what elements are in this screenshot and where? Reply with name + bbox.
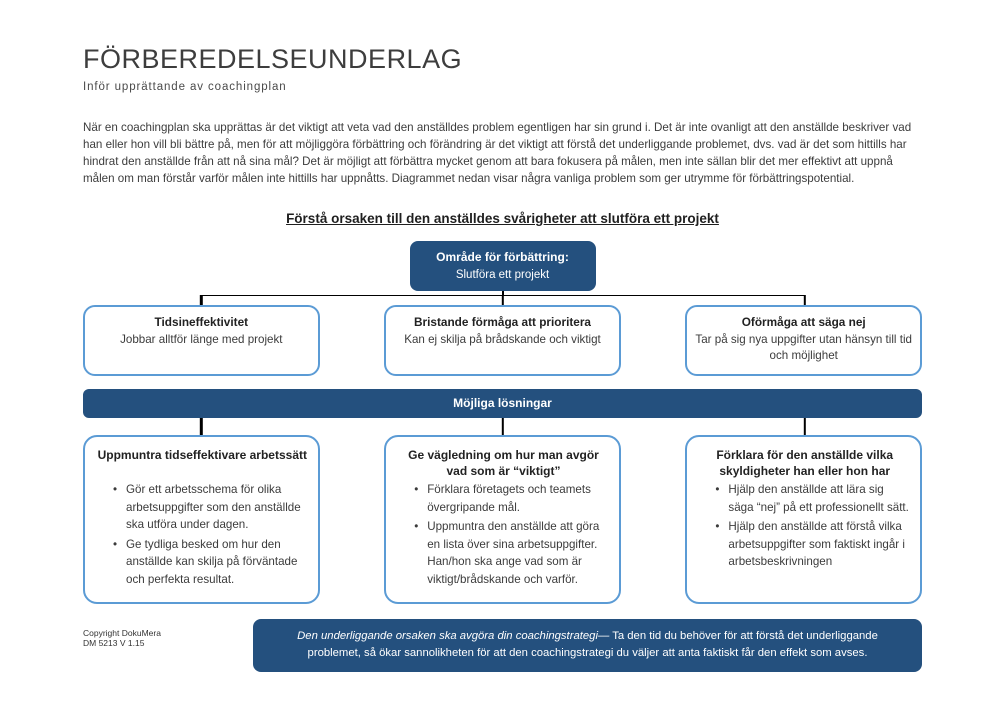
- page-subtitle: Inför upprättande av coachingplan: [83, 81, 287, 93]
- strategy-note-regular: Ta den tid du behöver för att förstå det underliggande problemet, så ökar sannolikheten för att den coachingstrategi du väljer att anta faktiskt får den effekt som avses.: [307, 630, 878, 659]
- problem-title: Bristande förmåga att prioritera: [414, 315, 591, 329]
- solution-title: Ge vägledning om hur man avgör vad som är “viktigt”: [408, 448, 599, 478]
- problem-box-time-inefficiency: [83, 305, 320, 376]
- list-item: • Uppmuntra den anställde att göra en lista över sina arbetsuppgifter. Han/hon ska ange vad som är viktigt/brådskande och varför.: [414, 518, 609, 588]
- diagram-heading: Förstå orsaken till den anställdes svårigheter att slutföra ett projekt: [286, 211, 719, 226]
- problem-title: Tidsineffektivitet: [154, 315, 249, 329]
- solution-box-guidance-important: [384, 435, 621, 604]
- solution-box-time-efficiency: [83, 435, 320, 604]
- strategy-note-bar: [253, 619, 922, 672]
- list-item: • Hjälp den anställde att lära sig säga “nej” på ett professionellt sätt.: [715, 481, 910, 516]
- copyright-line1: Copyright DokuMera: [83, 628, 161, 638]
- connector-tick-left: [200, 295, 202, 305]
- list-item: • Hjälp den anställde att förstå vilka arbetsuppgifter som faktiskt ingår i arbetsbeskrivningen: [715, 518, 910, 571]
- list-item: • Ge tydliga besked om hur den anställde kan skilja på förväntade och perfekta resultat.: [113, 536, 308, 589]
- solution-row: [83, 435, 922, 604]
- solution-bullet-list: [97, 481, 308, 588]
- solution-bullet-list: [398, 481, 609, 588]
- problem-description: Jobbar alltför länge med projekt: [120, 333, 283, 346]
- solution-box-explain-obligations: [685, 435, 922, 604]
- problem-row: [83, 305, 922, 376]
- connector-tick-right: [803, 418, 805, 435]
- intro-paragraph: När en coachingplan ska upprättas är det viktigt att veta vad den anställdes problem egentligen har sin grund i. Det är inte ovanligt att den anställde beskriver vad han eller hon vill bli bättre på, men för att möjliggöra förbättring och förändring är det viktigt att förstå det underliggande problemet, dvs. vad är det som hittills har hindrat den anställde från att nå sina mål? Det är möjligt att förbättra mycket genom att bara fokusera på målen, men inte sällan blir det mer effektivt att uppnå målen om man förstår varför målen inte hittills har uppnåtts. Diagrammet nedan visar några vanliga problem som ger utrymme för förbättringspotential.: [83, 121, 912, 185]
- connector-tick-right: [803, 295, 805, 305]
- solutions-bar: Möjliga lösningar: [83, 389, 922, 418]
- connector-tick-center: [501, 418, 503, 435]
- solution-title: Uppmuntra tidseffektivare arbetssätt: [97, 448, 307, 462]
- copyright-block: [83, 619, 253, 648]
- strategy-note-italic: Den underliggande orsaken ska avgöra din coachingstrategi—: [297, 630, 610, 642]
- root-node-subtitle: Slutföra ett projekt: [455, 269, 550, 281]
- problem-box-saying-no: [685, 305, 922, 376]
- copyright-line2: DM 5213 V 1.15: [83, 638, 145, 648]
- list-item: • Förklara företagets och teamets övergripande mål.: [414, 481, 609, 516]
- problem-box-prioritization: [384, 305, 621, 376]
- solution-title: Förklara för den anställde vilka skyldigheter han eller hon har: [716, 448, 894, 478]
- connector-tick-center: [501, 295, 503, 305]
- problem-description: Tar på sig nya uppgifter utan hänsyn till tid och möjlighet: [695, 333, 912, 362]
- problem-title: Oförmåga att säga nej: [741, 315, 866, 329]
- root-node-title: Område för förbättring:: [436, 250, 569, 264]
- root-node-area-for-improvement: [410, 241, 596, 291]
- problem-description: Kan ej skilja på brådskande och viktigt: [404, 333, 601, 346]
- connector-tick-left: [200, 418, 202, 435]
- list-item: • Gör ett arbetsschema för olika arbetsuppgifter som den anställde ska utföra under dagen.: [113, 481, 308, 534]
- connector-bottom: [83, 418, 922, 435]
- solution-bullet-list: [699, 481, 910, 571]
- page-title: FÖRBEREDELSEUNDERLAG: [83, 44, 463, 74]
- footer: [83, 619, 922, 672]
- connector-top: [83, 291, 922, 305]
